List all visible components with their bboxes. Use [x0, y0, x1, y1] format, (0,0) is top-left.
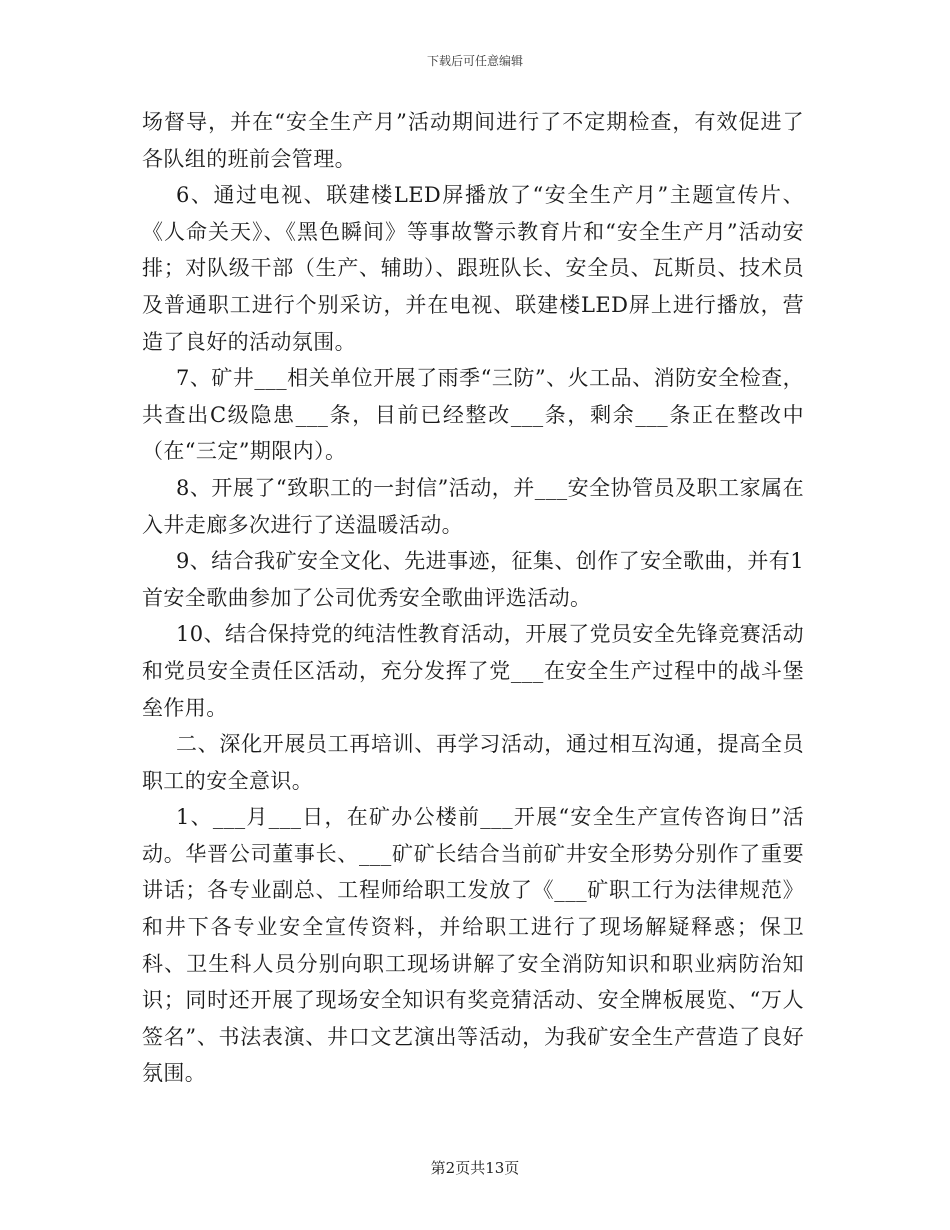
- document-body: [142, 104, 804, 1092]
- paragraph-continuation: 场督导，并在“安全生产月”活动期间进行了不定期检查，有效促进了各队组的班前会管理。: [142, 110, 804, 171]
- section-heading-2: 二、深化开展员工再培训、再学习活动，通过相互沟通，提高全员职工的安全意识。: [142, 732, 804, 793]
- page-number-footer: 第2页共13页: [430, 1159, 520, 1177]
- paragraph-item-6: 6、通过电视、联建楼LED屏播放了“安全生产月”主题宣传片、《人命关天》、《黑色瞬间》等事故警示教育片和“安全生产月”活动安排；对队级干部（生产、辅助）、跟班队长、安全员、瓦斯员、技术员及普通职工进行个别采访，并在电视、联建楼LED屏上进行播放，营造了良好的活动氛围。: [142, 183, 804, 354]
- paragraph-item-7: 7、矿井___相关单位开展了雨季“三防”、火工品、消防安全检查，共查出C级隐患___条，目前已经整改___条，剩余___条正在整改中（在“三定”期限内）。: [142, 366, 804, 464]
- page-header: 下载后可任意编辑: [426, 54, 523, 68]
- paragraph-item-9: 9、结合我矿安全文化、先进事迹，征集、创作了安全歌曲，并有1首安全歌曲参加了公司优秀安全歌曲评选活动。: [142, 549, 804, 610]
- paragraph-section-2-item-1: 1、___月___日，在矿办公楼前___开展“安全生产宣传咨询日”活动。华晋公司董事长、___矿矿长结合当前矿井安全形势分别作了重要讲话；各专业副总、工程师给职工发放了《___矿职工行为法律规范》和井下各专业安全宣传资料，并给职工进行了现场解疑释惑；保卫科、卫生科人员分别向职工现场讲解了安全消防知识和职业病防治知识；同时还开展了现场安全知识有奖竞猜活动、安全牌板展览、“万人签名”、书法表演、井口文艺演出等活动，为我矿安全生产营造了良好氛围。: [142, 805, 804, 1086]
- paragraph-item-10: 10、结合保持党的纯洁性教育活动，开展了党员安全先锋竞赛活动和党员安全责任区活动，充分发挥了党___在安全生产过程中的战斗堡垒作用。: [142, 622, 804, 720]
- paragraph-item-8: 8、开展了“致职工的一封信”活动，并___安全协管员及职工家属在入井走廊多次进行了送温暖活动。: [142, 475, 804, 537]
